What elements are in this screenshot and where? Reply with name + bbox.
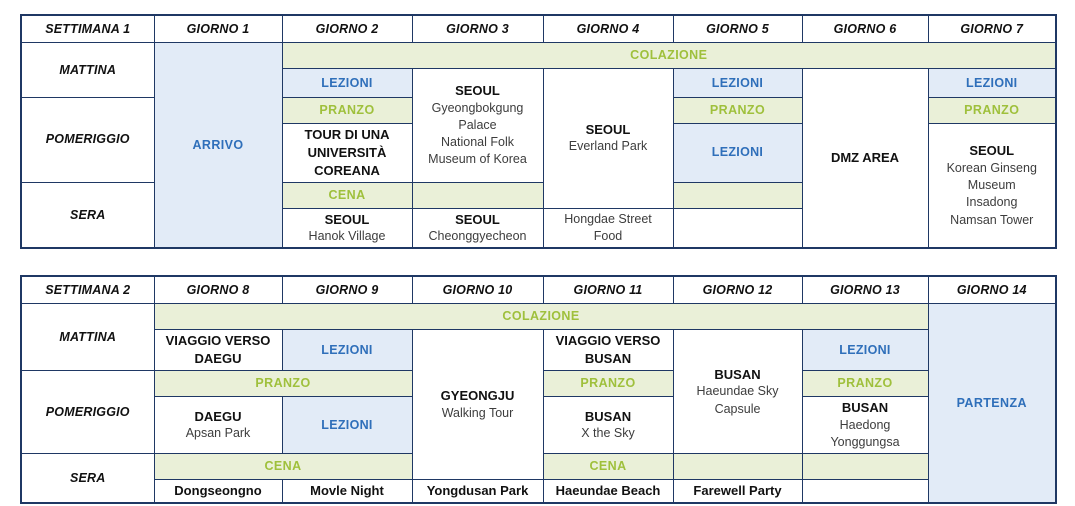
week2-day12-dinner-spacer <box>673 454 802 480</box>
week1-day2-lunch: PRANZO <box>282 98 412 124</box>
week1-breakfast-bar: COLAZIONE <box>282 43 1056 69</box>
week1-day3-evening-sub: Cheonggyecheon <box>428 229 527 244</box>
week2-day12-evening <box>543 480 673 503</box>
week2-day13-evening <box>673 480 802 503</box>
week2-day8-morning <box>154 330 282 371</box>
week1-day5-evening-text: Hongdae Street Food <box>564 211 652 244</box>
week2-day13-afternoon <box>802 397 928 454</box>
week1-day5-morning: LEZIONI <box>673 69 802 98</box>
week1-day3-sub: Gyeongbokgung Palace National Folk Museum of Korea <box>428 100 527 167</box>
week1-day2-dinner: CENA <box>282 182 412 208</box>
week1-day2-evening <box>282 208 412 248</box>
week1-header-day7: GIORNO 7 <box>928 15 1056 43</box>
tables-spacer <box>20 249 1055 275</box>
week2-day13-lunch: PRANZO <box>802 371 928 397</box>
week2-day8-evening <box>154 480 282 503</box>
table-row <box>21 15 1056 43</box>
week2-rowlabel-evening: SERA <box>21 454 154 503</box>
week1-day1-all-day: ARRIVO <box>154 43 282 249</box>
week1-day7-morning: LEZIONI <box>928 69 1056 98</box>
table-row <box>21 276 1056 304</box>
week2-header-day8: GIORNO 8 <box>154 276 282 304</box>
week1-day2-afternoon <box>282 124 412 183</box>
week2-day8-morning-text: VIAGGIO VERSO DAEGU <box>165 333 271 367</box>
week2-day11-evening-text: Yongdusan Park <box>426 483 529 499</box>
week2-day12-evening-text: Haeundae Beach <box>555 483 661 499</box>
week1-rowlabel-afternoon: POMERIGGIO <box>21 98 154 183</box>
week2-day11-afternoon-title: BUSAN <box>584 408 632 424</box>
week1-day3-daytime <box>412 69 543 183</box>
week1-schedule-table <box>20 14 1057 249</box>
week1-day4-sub: Everland Park <box>568 139 648 154</box>
week1-day2-afternoon-text: TOUR DI UNA UNIVERSITÀ COREANA <box>304 127 390 178</box>
week2-day12-sub: Haeundae Sky Capsule <box>696 384 779 416</box>
week2-day9-evening <box>282 480 412 503</box>
week2-day13-afternoon-sub: Haedong Yonggungsa <box>830 417 900 449</box>
week2-day9-morning: LEZIONI <box>282 330 412 371</box>
week1-day7-title: SEOUL <box>969 143 1015 159</box>
table-row <box>21 330 1056 371</box>
week1-header-week: SETTIMANA 1 <box>21 15 154 43</box>
week2-header-day14: GIORNO 14 <box>928 276 1056 304</box>
week1-day5-evening <box>543 208 673 248</box>
week1-day6-evening-spacer <box>673 208 802 248</box>
week2-day10-sub: Walking Tour <box>441 405 514 420</box>
week2-day8-afternoon-sub: Apsan Park <box>185 426 251 441</box>
week2-day9-evening-text: Movle Night <box>310 483 384 499</box>
week2-day11-morning <box>543 330 673 371</box>
week1-day5-dinner-spacer <box>673 182 802 208</box>
table-row <box>21 480 1056 503</box>
week2-day13-evening-text: Farewell Party <box>693 483 782 499</box>
week1-day5-lunch: PRANZO <box>673 98 802 124</box>
week2-day9-afternoon: LEZIONI <box>282 397 412 454</box>
week1-day5-afternoon: LEZIONI <box>673 124 802 183</box>
week2-day11-dinner: CENA <box>543 454 673 480</box>
table-row <box>21 304 1056 330</box>
week2-day10-title: GYEONGJU <box>440 388 515 404</box>
week1-header-day3: GIORNO 3 <box>412 15 543 43</box>
week1-day6-all-day <box>802 69 928 249</box>
week2-header-day13: GIORNO 13 <box>802 276 928 304</box>
week2-day11-afternoon-sub: X the Sky <box>581 426 635 441</box>
week2-day12-daytime <box>673 330 802 454</box>
week1-header-day1: GIORNO 1 <box>154 15 282 43</box>
week1-day4-title: SEOUL <box>585 121 631 137</box>
week2-day11-morning-text: VIAGGIO VERSO BUSAN <box>555 333 661 367</box>
week1-day6-title: DMZ AREA <box>830 150 900 166</box>
week2-header-day11: GIORNO 11 <box>543 276 673 304</box>
week2-header-week: SETTIMANA 2 <box>21 276 154 304</box>
week2-day8-afternoon-title: DAEGU <box>194 408 242 424</box>
week2-header-day12: GIORNO 12 <box>673 276 802 304</box>
week1-day2-evening-sub: Hanok Village <box>308 229 386 244</box>
week2-breakfast-bar: COLAZIONE <box>154 304 928 330</box>
week1-day7-lunch: PRANZO <box>928 98 1056 124</box>
week2-day12-title: BUSAN <box>714 366 761 382</box>
week1-day3-title: SEOUL <box>455 83 500 99</box>
week2-day14-all-day: PARTENZA <box>928 304 1056 503</box>
week2-day13-dinner-spacer <box>802 454 928 480</box>
week2-day13-afternoon-title: BUSAN <box>841 400 889 416</box>
week2-schedule-table <box>20 275 1057 504</box>
week2-day11-evening <box>412 480 543 503</box>
week2-day8-evening-text: Dongseongno <box>174 483 262 499</box>
week2-dinner-bar-8-9: CENA <box>154 454 412 480</box>
week1-day7-afternoon <box>928 124 1056 249</box>
week2-lunch-bar-8-9: PRANZO <box>154 371 412 397</box>
week1-day4-daytime <box>543 69 673 209</box>
week2-day11-lunch: PRANZO <box>543 371 673 397</box>
week2-day10-daytime <box>412 330 543 480</box>
week1-day2-evening-title: SEOUL <box>324 211 370 227</box>
week2-day8-afternoon <box>154 397 282 454</box>
week1-day3-dinner-spacer <box>412 182 543 208</box>
week2-rowlabel-morning: MATTINA <box>21 304 154 371</box>
week2-day13-morning: LEZIONI <box>802 330 928 371</box>
week1-rowlabel-evening: SERA <box>21 182 154 248</box>
week1-day7-sub: Korean Ginseng Museum Insadong Namsan Tower <box>946 160 1037 227</box>
week1-day3-evening-title: SEOUL <box>455 211 500 227</box>
week1-header-day2: GIORNO 2 <box>282 15 412 43</box>
week1-rowlabel-morning: MATTINA <box>21 43 154 98</box>
week2-rowlabel-afternoon: POMERIGGIO <box>21 371 154 454</box>
week1-header-day5: GIORNO 5 <box>673 15 802 43</box>
week1-header-day6: GIORNO 6 <box>802 15 928 43</box>
week2-header-day10: GIORNO 10 <box>412 276 543 304</box>
week1-day2-morning: LEZIONI <box>282 69 412 98</box>
week2-header-day9: GIORNO 9 <box>282 276 412 304</box>
table-row <box>21 43 1056 69</box>
week2-day11-afternoon <box>543 397 673 454</box>
week1-day3-evening <box>412 208 543 248</box>
week1-header-day4: GIORNO 4 <box>543 15 673 43</box>
